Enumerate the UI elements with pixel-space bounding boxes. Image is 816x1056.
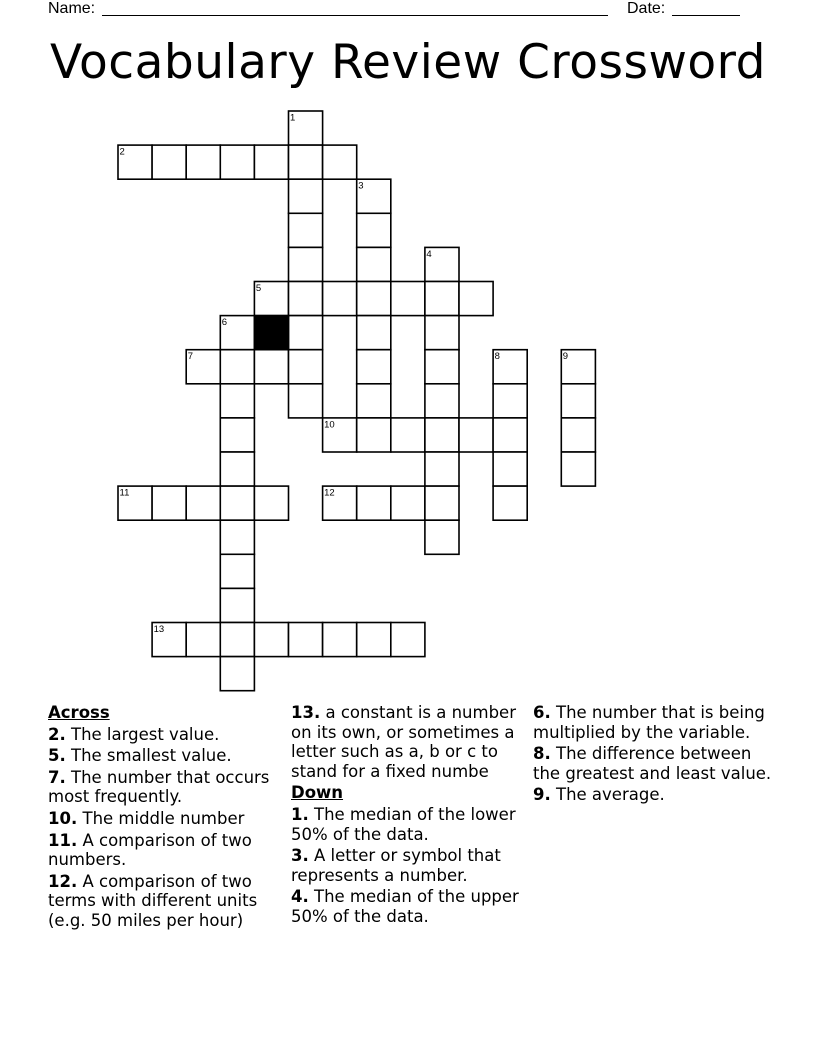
clue-number: 5. [48, 746, 66, 766]
crossword-cell[interactable] [357, 350, 391, 384]
crossword-cell[interactable] [220, 623, 254, 657]
crossword-cell[interactable] [220, 520, 254, 554]
clue-down-6 [533, 703, 773, 742]
crossword-cell[interactable] [493, 452, 527, 486]
clue-number: 10. [48, 808, 78, 828]
crossword-cell[interactable] [561, 418, 595, 452]
clue-across-13 [291, 703, 527, 781]
clue-across-7 [48, 768, 284, 807]
crossword-cell[interactable] [425, 520, 459, 554]
crossword-cell[interactable] [289, 145, 323, 179]
clue-number-label: 13 [153, 624, 165, 635]
crossword-cell[interactable] [357, 418, 391, 452]
clue-across-11 [48, 831, 284, 870]
crossword-cell[interactable] [186, 623, 220, 657]
crossword-cell[interactable] [186, 486, 220, 520]
clue-number: 3. [291, 846, 309, 866]
crossword-cell[interactable] [152, 486, 186, 520]
down-heading: Down [291, 783, 344, 803]
clue-text: The middle number [82, 808, 245, 828]
clue-number: 4. [291, 887, 309, 907]
clue-number-label: 4 [426, 248, 432, 260]
clue-number: 2. [48, 724, 66, 744]
crossword-cell[interactable] [493, 486, 527, 520]
crossword-cell[interactable] [254, 486, 288, 520]
clue-across-10 [48, 809, 284, 829]
clue-text: The median of the lower 50% of the data. [291, 804, 516, 844]
clue-number: 6. [533, 703, 551, 722]
clue-number-label: 6 [221, 317, 228, 329]
clue-number: 8. [533, 744, 551, 764]
crossword-cell[interactable] [561, 452, 595, 486]
crossword-cell[interactable] [357, 384, 391, 418]
crossword-cell[interactable] [357, 247, 391, 281]
crossword-block [254, 316, 288, 350]
crossword-cell[interactable] [391, 418, 425, 452]
crossword-cell[interactable] [289, 623, 323, 657]
crossword-cell[interactable] [391, 623, 425, 657]
clue-text: A comparison of two terms with different units (e.g. 50 miles per hour) [48, 871, 258, 930]
crossword-cell[interactable] [357, 282, 391, 316]
crossword-cell[interactable] [459, 418, 493, 452]
crossword-cell[interactable] [323, 623, 357, 657]
crossword-cell[interactable] [220, 418, 254, 452]
crossword-cell[interactable] [152, 145, 186, 179]
crossword-cell[interactable] [289, 384, 323, 418]
clue-text: The number that occurs most frequently. [48, 767, 270, 807]
crossword-cell[interactable] [323, 282, 357, 316]
date-label: Date: [627, 0, 666, 17]
clue-number: 13. [291, 703, 321, 722]
crossword-cell[interactable] [220, 384, 254, 418]
crossword-cell[interactable] [493, 384, 527, 418]
clue-text: The number that is being multiplied by the variable. [533, 703, 765, 742]
clues-column-2 [291, 703, 527, 929]
clue-text: The average. [556, 785, 665, 805]
clue-number: 12. [48, 871, 78, 891]
crossword-cell[interactable] [289, 350, 323, 384]
clue-text: The difference between the greatest and least value. [533, 744, 772, 783]
clue-number: 11. [48, 830, 78, 850]
crossword-cell[interactable] [220, 452, 254, 486]
clue-number-label: 9 [562, 351, 569, 363]
clue-text: A comparison of two numbers. [48, 830, 252, 870]
crossword-cell[interactable] [425, 282, 459, 316]
crossword-cell[interactable] [357, 316, 391, 350]
crossword-cell[interactable] [425, 384, 459, 418]
clue-text: A letter or symbol that represents a number. [291, 846, 501, 885]
clues-column-1 [48, 703, 284, 933]
clue-number-label: 5 [255, 283, 262, 294]
clue-down-1 [291, 805, 527, 844]
crossword-cell[interactable] [220, 554, 254, 588]
crossword-cell[interactable] [357, 623, 391, 657]
page-title: Vocabulary Review Crossword [50, 35, 766, 90]
crossword-cell[interactable] [425, 418, 459, 452]
crossword-cell[interactable] [289, 316, 323, 350]
clue-number: 9. [533, 785, 551, 805]
clue-text: The smallest value. [71, 746, 232, 766]
crossword-cell[interactable] [357, 486, 391, 520]
crossword-cell[interactable] [561, 384, 595, 418]
crossword-cell[interactable] [220, 588, 254, 622]
clue-number: 1. [291, 804, 309, 824]
clue-text: The largest value. [71, 724, 220, 744]
crossword-cell[interactable] [425, 350, 459, 384]
crossword-cell[interactable] [254, 350, 288, 384]
crossword-cell[interactable] [459, 282, 493, 316]
crossword-cell[interactable] [254, 145, 288, 179]
clue-number-label: 11 [119, 487, 130, 499]
crossword-cell[interactable] [289, 247, 323, 281]
clue-number: 7. [48, 767, 66, 787]
clue-down-4 [291, 887, 527, 926]
clue-number-label: 12 [324, 487, 335, 499]
clue-down-8 [533, 744, 773, 783]
clues-column-3 [533, 703, 773, 807]
clue-down-3 [291, 846, 527, 885]
clue-number-label: 1 [290, 112, 296, 124]
crossword-cell[interactable] [391, 486, 425, 520]
clue-across-12 [48, 872, 284, 931]
crossword-cell[interactable] [220, 657, 254, 691]
crossword-cell[interactable] [391, 282, 425, 316]
crossword-cell[interactable] [289, 179, 323, 213]
crossword-cell[interactable] [220, 145, 254, 179]
clue-across-2 [48, 725, 284, 745]
clue-text: The median of the upper 50% of the data. [291, 887, 519, 926]
crossword-cell[interactable] [289, 213, 323, 247]
crossword-cell[interactable] [493, 418, 527, 452]
clue-number-label: 10 [324, 419, 335, 431]
clue-number-label: 8 [494, 351, 500, 363]
clue-number-label: 3 [358, 180, 364, 192]
crossword-cell[interactable] [289, 282, 323, 316]
clue-number-label: 7 [187, 351, 193, 363]
crossword-cell[interactable] [425, 452, 459, 486]
crossword-cell[interactable] [254, 623, 288, 657]
clue-down-9 [533, 785, 773, 805]
crossword-cell[interactable] [220, 486, 254, 520]
crossword-cell[interactable] [357, 213, 391, 247]
crossword-cell[interactable] [220, 350, 254, 384]
across-heading: Across [48, 703, 110, 722]
clue-across-5 [48, 746, 284, 766]
clue-number-label: 2 [119, 146, 125, 158]
crossword-cell[interactable] [425, 316, 459, 350]
clue-text: a constant is a number on its own, or sometimes a letter such as a, b or c to stand for a fixed numbe [291, 703, 516, 781]
crossword-cell[interactable] [186, 145, 220, 179]
crossword-cell[interactable] [425, 486, 459, 520]
name-label: Name: [48, 0, 96, 17]
crossword-cell[interactable] [323, 145, 357, 179]
